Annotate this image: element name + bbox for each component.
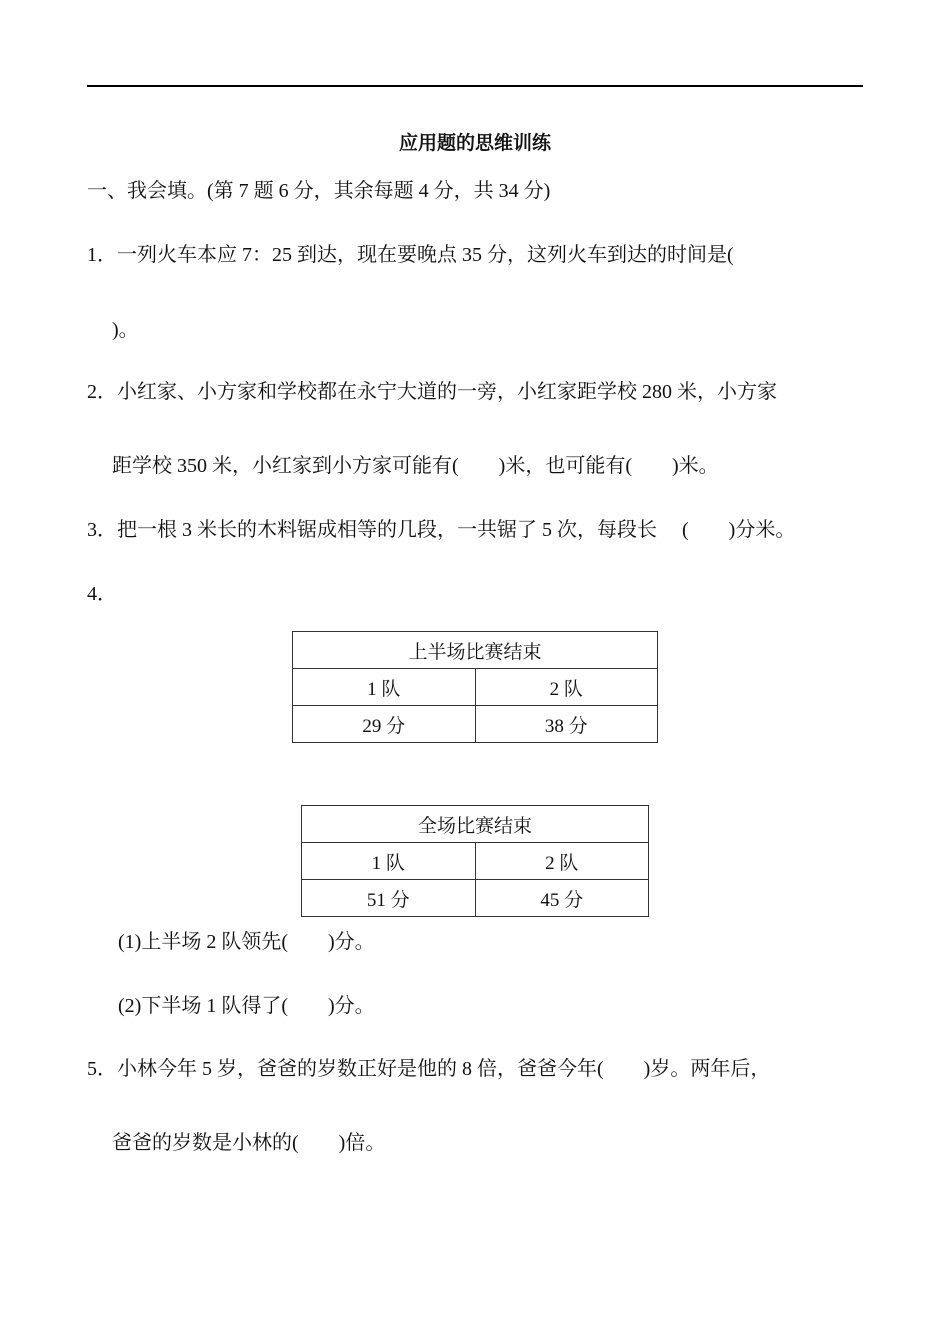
question-4: 4． <box>87 583 117 605</box>
question-4-sub-2: (2)下半场 1 队得了( )分。 <box>118 995 375 1017</box>
team-2-score: 45 分 <box>475 880 649 917</box>
table-caption: 全场比赛结束 <box>302 806 649 843</box>
question-2-cont: 距学校 350 米，小红家到小方家可能有( )米，也可能有( )米。 <box>112 455 719 477</box>
question-4-sub-1: (1)上半场 2 队领先( )分。 <box>118 931 375 953</box>
team-2-header: 2 队 <box>475 843 649 880</box>
team-2-score: 38 分 <box>475 706 658 743</box>
question-5-cont: 爸爸的岁数是小林的( )倍。 <box>112 1132 386 1154</box>
team-1-score: 29 分 <box>293 706 476 743</box>
page-title: 应用题的思维训练 <box>398 132 551 154</box>
question-2: 2．小红家、小方家和学校都在永宁大道的一旁，小红家距学校 280 米，小方家 <box>87 381 777 403</box>
half-time-table <box>292 631 658 743</box>
full-time-table <box>301 805 649 917</box>
question-1: 1．一列火车本应 7：25 到达，现在要晚点 35 分，这列火车到达的时间是( <box>87 244 734 266</box>
team-1-header: 1 队 <box>302 843 476 880</box>
section-heading: 一、我会填。(第 7 题 6 分，其余每题 4 分，共 34 分) <box>87 180 551 202</box>
team-1-score: 51 分 <box>302 880 476 917</box>
question-3: 3．把一根 3 米长的木料锯成相等的几段，一共锯了 5 次，每段长 ( )分米。 <box>87 519 796 541</box>
question-1-cont: )。 <box>112 319 139 341</box>
header-rule <box>87 85 863 87</box>
team-1-header: 1 队 <box>293 669 476 706</box>
team-2-header: 2 队 <box>475 669 658 706</box>
question-5: 5．小林今年 5 岁，爸爸的岁数正好是他的 8 倍，爸爸今年( )岁。两年后， <box>87 1058 771 1080</box>
table-caption: 上半场比赛结束 <box>293 632 658 669</box>
